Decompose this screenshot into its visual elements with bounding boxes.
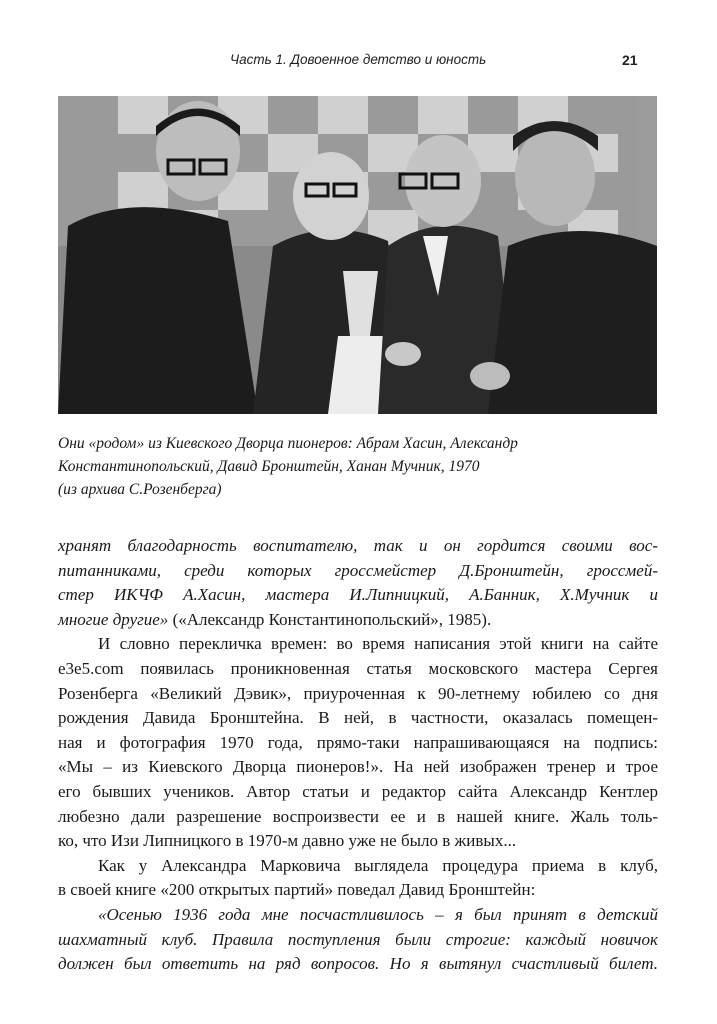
paragraph-start: Как у Александра Марковича выглядела процедура приема в клуб, [98,855,658,875]
caption-line: (из архива С.Розенберга) [58,481,222,498]
text-line: Розенберга «Великий Дэвик», приуроченная к 90-летнему юбилею со дня [58,683,658,703]
running-head: Часть 1. Довоенное детство и юность [230,52,487,67]
text-line: «Мы – из Киевского Дворца пионеров!». На ней изображен тренер и трое [58,757,658,777]
quote-end: многие другие» [58,609,169,629]
text-line: рождения Давида Бронштейна. В ней, в частности, оказалась помещен- [58,708,658,728]
text-line: ная и фотография 1970 года, прямо-таки напрашивающаяся на подпись: [58,732,658,752]
page-header [0,52,717,72]
text-line: ко, что Изи Липницкого в 1970-м давно уже не было в живых... [58,831,517,851]
caption-line: Они «родом» из Киевского Дворца пионеров: Абрам Хасин, Александр [58,435,518,452]
photo-illustration [58,96,657,414]
text-line-mixed [58,608,658,633]
caption-line: Константинопольский, Давид Бронштейн, Ханан Мучник, 1970 [58,458,480,475]
text-line: в своей книге «200 открытых партий» поведал Давид Бронштейн: [58,880,536,900]
text-line: его бывших учеников. Автор статьи и редактор сайта Александр Кентлер [58,781,658,801]
text-line: e3e5.com появилась проникновенная статья московского мастера Сергея [58,658,658,678]
body-text [58,534,658,977]
text-line: стер ИКЧФ А.Хасин, мастера И.Липницкий, А.Банник, Х.Мучник и [58,585,658,605]
photo-caption [58,432,658,501]
text-line: любезно дали разрешение воспроизвести ее и в нашей книге. Жаль толь- [58,806,658,826]
text-line: питанниками, среди которых гроссмейстер Д.Бронштейн, гроссмей- [58,560,658,580]
quote-start: «Осенью 1936 года мне посчастливилось – я был принят в детский [98,904,658,924]
paragraph-start: И словно перекличка времен: во время написания этой книги на сайте [98,634,658,654]
text-line: шахматный клуб. Правила поступления были строгие: каждый новичок [58,929,658,949]
quote-source: («Александр Константинопольский», 1985). [168,609,492,629]
page-number: 21 [622,52,638,68]
historical-photograph [58,96,657,414]
text-line: хранят благодарность воспитателю, так и он гордится своими вос- [58,536,658,555]
text-line: должен был ответить на ряд вопросов. Но я вытянул счастливый билет. [58,954,658,974]
